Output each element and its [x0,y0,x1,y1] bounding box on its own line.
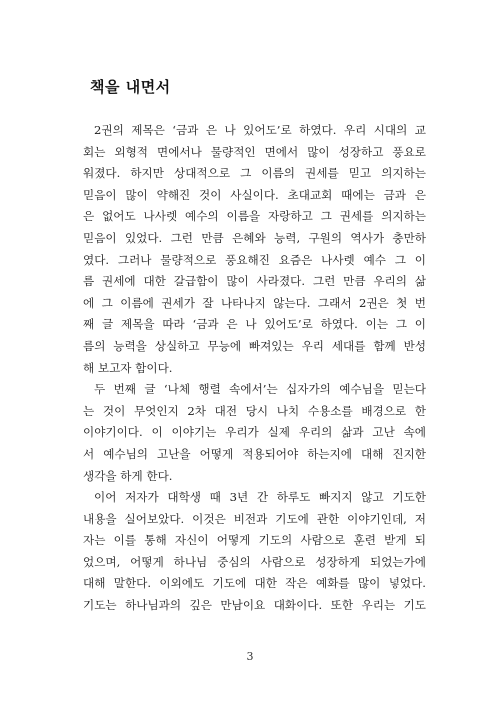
text-line: 름 권세에 대한 갈급함이 많이 사라졌다. 그런 만큼 우리의 삶 [83,274,426,289]
text-line: 두 번째 글 ‘나체 행렬 속에서’는 십자가의 예수님을 믿는다 [94,382,426,397]
text-line: 였다. 그러나 물량적으로 풍요해진 요즘은 나사렛 예수 그 이 [83,252,426,267]
text-line: 해 보고자 함이다. [83,360,173,375]
text-line: 은 없어도 나사렛 예수의 이름을 자랑하고 그 권세를 의지하는 [83,209,426,224]
page-number: 3 [246,650,254,663]
text-line: 름의 능력을 상실하고 무능에 빠져있는 우리 세대를 함께 반성 [83,338,426,353]
text-line: 었으며, 어떻게 하나님 중심의 사람으로 성장하게 되었는가에 [83,554,426,569]
text-line: 에 그 이름에 권세가 잘 나타나지 않는다. 그래서 2권은 첫 번 [83,295,426,310]
text-line: 워졌다. 하지만 상대적으로 그 이름의 권세를 믿고 의지하는 [83,166,426,181]
section-heading: 책을 내면서 [90,78,171,96]
body-text [83,120,426,617]
text-line: 째 글 제목을 따라 ‘금과 은 나 있어도’로 하였다. 이는 그 이 [83,317,426,332]
text-line: 기도는 하나님과의 깊은 만남이요 대화이다. 또한 우리는 기도 [83,598,426,613]
text-line: 서 예수님의 고난을 어떻게 적용되어야 하는지에 대해 진지한 [83,446,426,461]
text-line: 자는 이를 통해 자신이 어떻게 기도의 사람으로 훈련 받게 되 [83,533,426,548]
text-line: 2권의 제목은 ‘금과 은 나 있어도’로 하였다. 우리 시대의 교 [94,123,426,137]
text-line: 대해 말한다. 이외에도 기도에 대한 작은 예화를 많이 넣었다. [83,576,426,591]
text-line: 회는 외형적 면에서나 물량적인 면에서 많이 성장하고 풍요로 [83,144,426,159]
text-line: 이야기이다. 이 이야기는 우리가 실제 우리의 삶과 고난 속에 [83,425,426,440]
text-line: 믿음이 많이 약해진 것이 사실이다. 초대교회 때에는 금과 은 [83,187,426,202]
text-line: 믿음이 있었다. 그런 만큼 은혜와 능력, 구원의 역사가 충만하 [83,230,426,245]
text-line: 이어 저자가 대학생 때 3년 간 하루도 빠지지 않고 기도한 [94,490,426,505]
text-line: 생각을 하게 한다. [83,468,173,483]
text-line: 내용을 실어보았다. 이것은 비전과 기도에 관한 이야기인데, 저 [83,511,426,526]
text-line: 는 것이 무엇인지 2차 대전 당시 나치 수용소를 배경으로 한 [83,403,426,418]
